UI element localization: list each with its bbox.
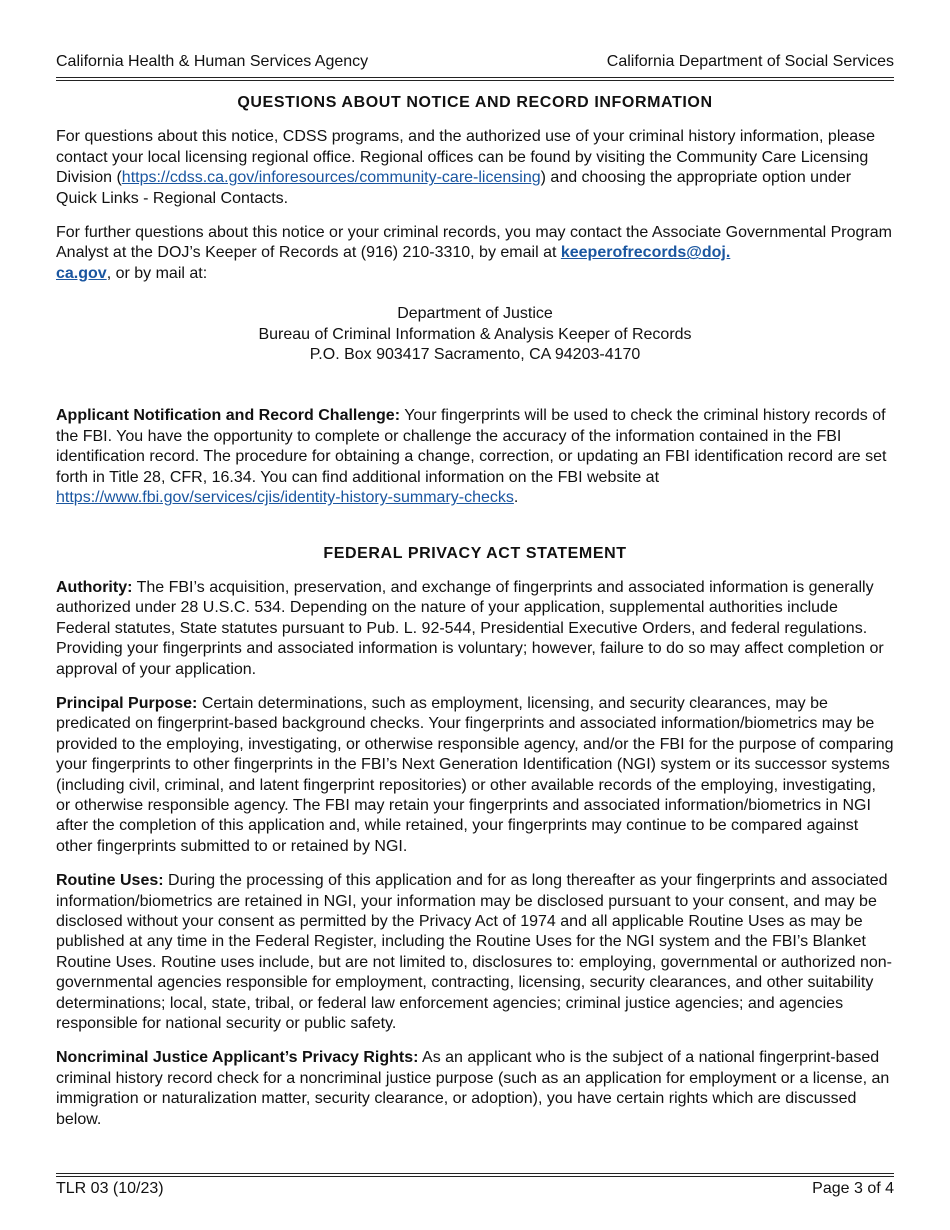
form-number: TLR 03 (10/23) xyxy=(56,1180,164,1197)
keeper-email-link-part1[interactable]: keeperofrecords@doj. xyxy=(560,244,731,262)
privacy-rights-paragraph xyxy=(56,1048,894,1130)
section-heading-questions: QUESTIONS ABOUT NOTICE AND RECORD INFORMATION xyxy=(237,94,713,111)
records-text-1: For further questions about this notice or your criminal records, you may contact the Associate Governmental Program Analyst at the DOJ’s Keeper of Records at (916) 210-3310, by email at xyxy=(56,224,892,262)
authority-text: The FBI’s acquisition, preservation, and exchange of fingerprints and associated information is generally authorized under 28 U.S.C. 534. Depending on the nature of your application, supplemental authorities include Federal statutes, State statutes pursuant to Pub. L. 92-544, Presidential Executive Orders, and federal regulations. Providing your fingerprints and associated information is voluntary; however, failure to do so may affect completion or approval of your application. xyxy=(56,578,884,678)
header-department: California Department of Social Services xyxy=(606,53,894,70)
page-footer xyxy=(56,1179,894,1199)
record-challenge-end: . xyxy=(513,489,519,507)
header-rule-top xyxy=(56,77,894,78)
page-number: Page 3 of 4 xyxy=(812,1180,894,1197)
header-rule-bottom xyxy=(56,80,894,81)
questions-paragraph xyxy=(56,127,894,209)
address-line-2: Bureau of Criminal Information & Analysis Keeper of Records xyxy=(258,325,692,343)
routine-uses-label: Routine Uses: xyxy=(56,872,164,890)
routine-uses-text: During the processing of this application and for as long thereafter as your fingerprints and associated information/biometrics are retained in NGI, your information may be disclosed pursuant to your consent, and may be disclosed without your consent as permitted by the Privacy Act of 1974 and all applicable Routine Uses as may be published at any time in the Federal Register, including the Routine Uses for the NGI system and the FBI’s Blanket Routine Uses. Routine uses include, but are not limited to, disclosures to: employing, governmental or authorized non-governmental agencies responsible for employment, contracting, licensing, security clearances, and other suitability determinations; local, state, tribal, or federal law enforcement agencies; criminal justice agencies; and agencies responsible for national security or public safety. xyxy=(56,872,893,1033)
page-content xyxy=(56,93,894,1130)
privacy-rights-label: Noncriminal Justice Applicant’s Privacy Rights: xyxy=(56,1049,419,1067)
principal-purpose-label: Principal Purpose: xyxy=(56,694,198,712)
record-challenge-label: Applicant Notification and Record Challenge: xyxy=(56,407,401,425)
routine-uses-paragraph xyxy=(56,871,894,1034)
authority-label: Authority: xyxy=(56,578,133,596)
section-heading-privacy-act: FEDERAL PRIVACY ACT STATEMENT xyxy=(323,544,627,562)
privacy-rights-text: As an applicant who is the subject of a national fingerprint-based criminal history record check for a noncriminal justice purpose (such as an application for employment or a license, an immigration or naturalization matter, security clearance, or adoption), you have certain rights which are discussed below. xyxy=(56,1049,890,1128)
address-line-3: P.O. Box 903417 Sacramento, CA 94203-4170 xyxy=(309,346,641,364)
questions-text-2: ) and choosing the appropriate option under Quick Links - Regional Contacts. xyxy=(56,169,852,207)
record-challenge-paragraph xyxy=(56,406,894,508)
header-agency: California Health & Human Services Agency xyxy=(56,53,369,70)
records-paragraph xyxy=(56,223,894,284)
records-text-2: , or by mail at: xyxy=(106,264,208,282)
questions-text-1: For questions about this notice, CDSS programs, and the authorized use of your criminal history information, please contact your local licensing regional office. Regional offices can be found by visiting the Community Care Licensing Division ( xyxy=(56,128,876,187)
address-line-1: Department of Justice xyxy=(397,305,553,323)
mailing-address xyxy=(56,304,894,365)
principal-purpose-paragraph xyxy=(56,694,894,857)
keeper-email-link-part2[interactable]: ca.gov xyxy=(56,264,107,282)
fbi-website-link[interactable]: https://www.fbi.gov/services/cjis/identity-history-summary-checks xyxy=(56,489,514,507)
record-challenge-text: Your fingerprints will be used to check the criminal history records of the FBI. You have the opportunity to complete or challenge the accuracy of the information contained in the FBI identification record. The procedure for obtaining a change, correction, or updating an FBI identification record are set forth in Title 28, CFR, 16.34. You can find additional information on the FBI website at xyxy=(56,407,887,486)
footer-rule-bottom xyxy=(56,1176,894,1177)
principal-purpose-text: Certain determinations, such as employment, licensing, and security clearances, may be predicated on fingerprint-based background checks. Your fingerprints and associated information/biometrics may be provided to the employing, investigating, or otherwise responsible agency, and/or the FBI for the purpose of comparing your fingerprints to other fingerprints in the FBI’s Next Generation Identification (NGI) system or its successor systems (including civil, criminal, and latent fingerprint repositories) or other available records of the employing, investigating, or otherwise responsible agency. The FBI may retain your fingerprints and associated information/biometrics in NGI after the completion of this application and, while retained, your fingerprints may continue to be compared against other fingerprints submitted to or retained by NGI. xyxy=(56,694,894,855)
ccl-link[interactable]: https://cdss.ca.gov/inforesources/community-care-licensing xyxy=(121,169,541,187)
page-header xyxy=(56,52,894,72)
authority-paragraph xyxy=(56,578,894,680)
footer-rule-top xyxy=(56,1173,894,1174)
